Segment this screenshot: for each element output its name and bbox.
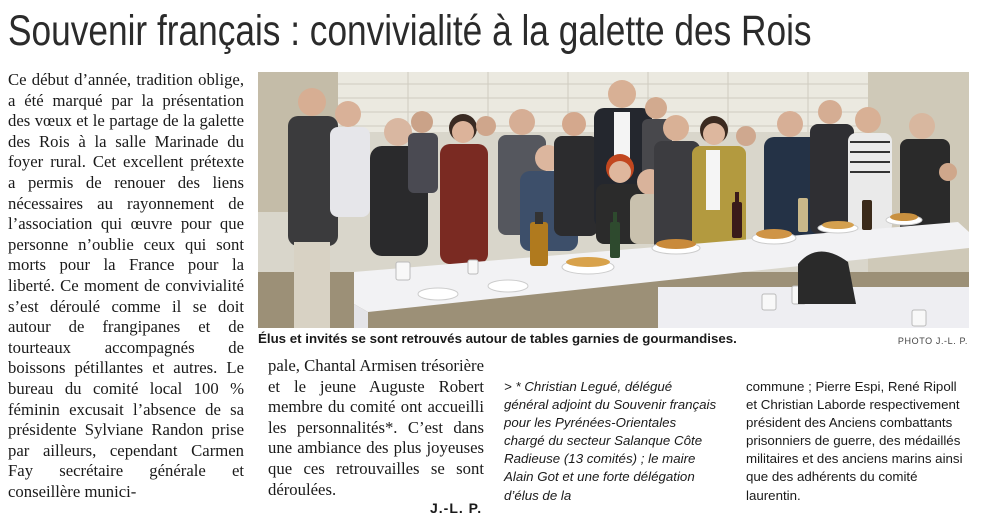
group-photo <box>258 72 969 328</box>
author-signature: J.-L. P. <box>430 500 483 516</box>
photo-credit: PHOTO J.-L. P. <box>897 336 968 346</box>
photo-illustration <box>258 72 969 328</box>
footnote-column-2: commune ; Pierre Espi, René Ripoll et Christian Laborde respectivement président des Anciens combattants prisonniers de guerre, des médaillés militaires et des anciens marins ainsi que des adhérents du comité laurentin. <box>746 379 963 503</box>
article-body-column-2: pale, Chantal Armisen trésorière et le jeune Auguste Robert membre du comité ont accueilli les personnalités*. C’est dans une ambiance des plus joyeuses que ces retrouvailles se sont déroulées. <box>268 356 484 499</box>
page-title: Souvenir français : convivialité à la galette des Rois <box>8 7 812 55</box>
photo-caption: Élus et invités se sont retrouvés autour de tables garnies de gourmandises. <box>258 331 737 346</box>
footnote-column-1: > * Christian Legué, délégué général adjoint du Souvenir français pour les Pyrénées-Orientales chargé du secteur Salanque Côte Radieuse (13 comités) ; le maire Alain Got et une forte délégation d’élus de la <box>504 379 717 503</box>
article-body-column-1: Ce début d’année, tradition oblige, a été marqué par la présentation des vœux et le partage de la galette des Rois à la salle Marinade du foyer rural. Cet excellent prétexte a permis de renouer des liens nécessaires au rayonnement de l’association qui œuvre pour que personne n’oublie ceux qui sont morts pour la France pour la liberté. Ce moment de convivialité s’est déroulé comme il se doit autour de frangipanes et de tourteaux accompagnés de boissons pétillantes et autres. Le bureau du comité local 100 % féminin excusait l’absence de sa présidente Sylviane Randon prise par ailleurs, cependant Carmen Fay secrétaire générale et conseillère munici- <box>8 70 244 501</box>
